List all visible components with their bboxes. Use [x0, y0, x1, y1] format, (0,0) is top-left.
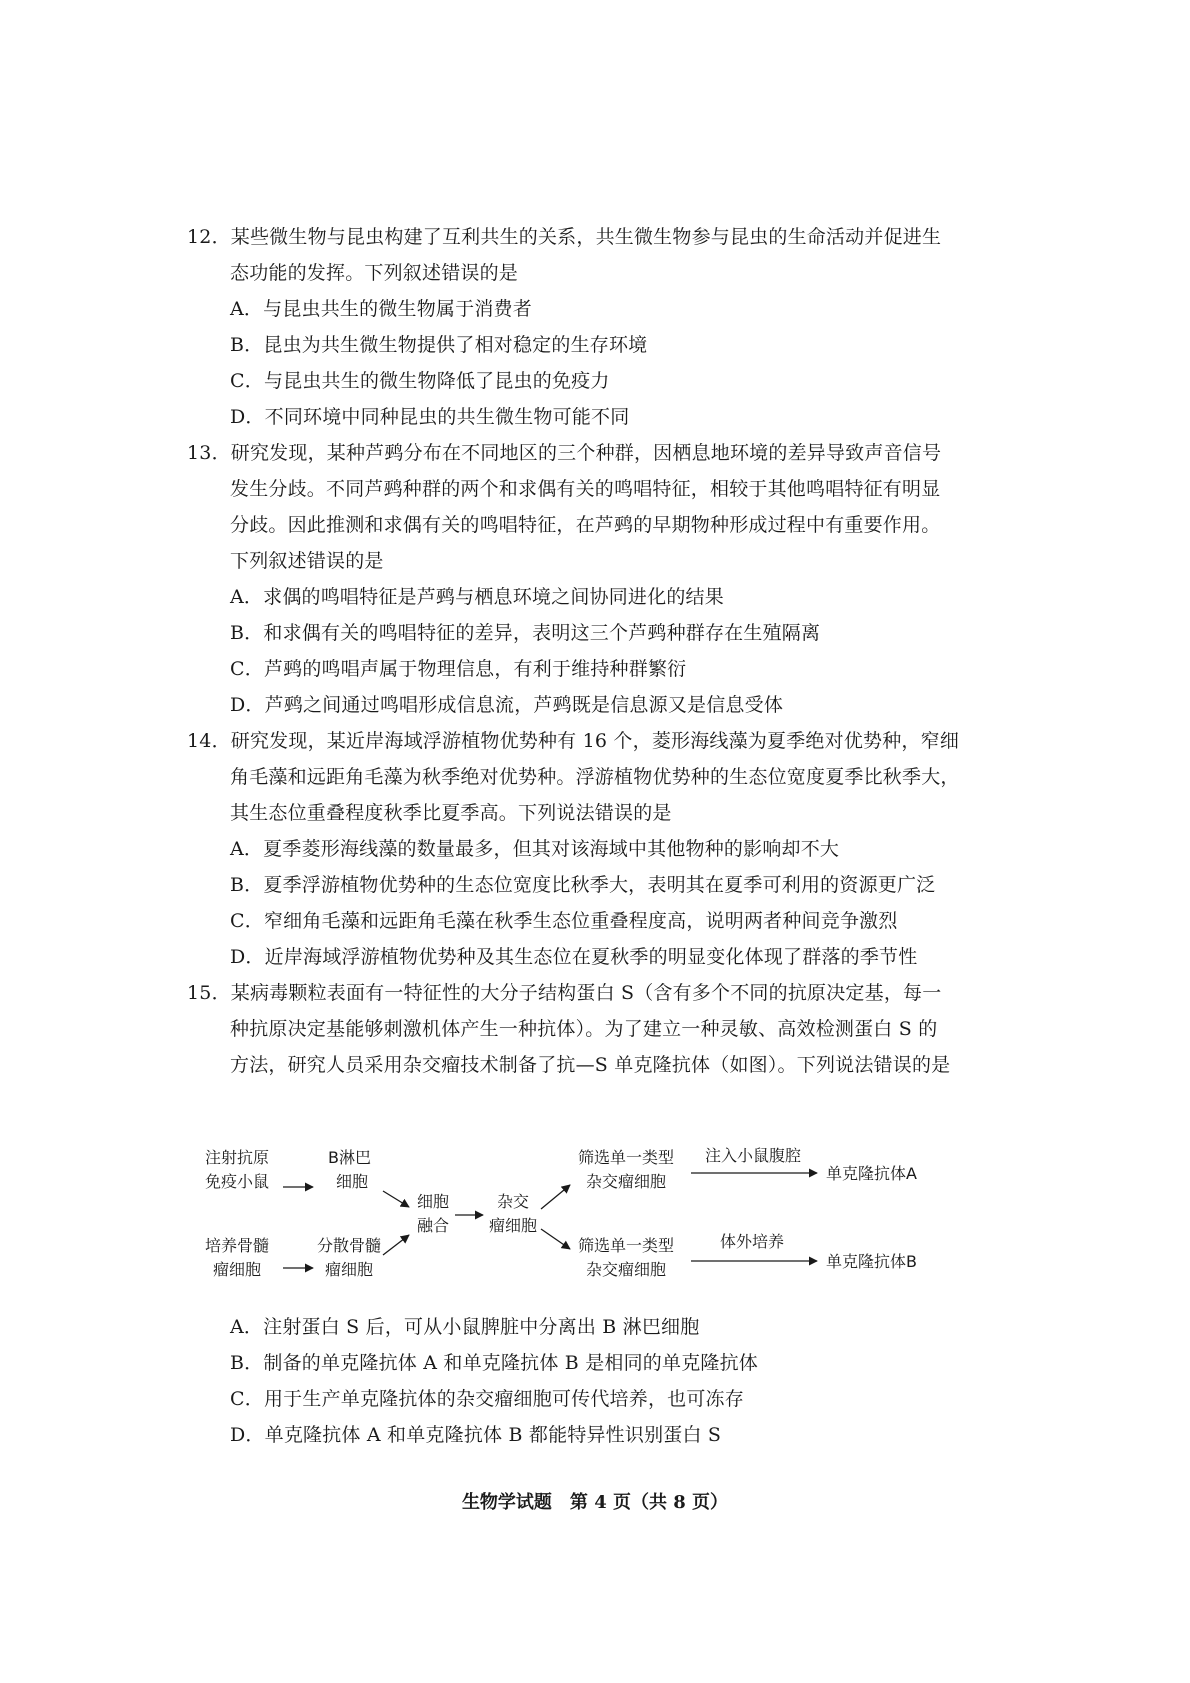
q13-option-b: B．和求偶有关的鸣唱特征的差异，表明这三个芦鹀种群存在生殖隔离: [230, 622, 821, 644]
q15-option-b: B．制备的单克隆抗体 A 和单克隆抗体 B 是相同的单克隆抗体: [230, 1352, 759, 1374]
monoclonal-antibody-b-label: 单克隆抗体B: [826, 1252, 917, 1271]
q12-option-c: C．与昆虫共生的微生物降低了昆虫的免疫力: [230, 370, 610, 392]
arrow-hybrid-to-screen-bottom: [541, 1229, 570, 1249]
b-cell-label-2: 细胞: [336, 1172, 369, 1191]
q13-stem-line-3: 分歧。因此推测和求偶有关的鸣唱特征，在芦鹀的早期物种形成过程中有重要作用。: [230, 514, 941, 536]
hybrid-label-1: 杂交: [497, 1192, 530, 1211]
q12-option-d: D．不同环境中同种昆虫的共生微生物可能不同: [230, 406, 630, 428]
q15-stem-line-2: 种抗原决定基能够刺激机体产生一种抗体）。为了建立一种灵敏、高效检测蛋白 S 的: [230, 1018, 938, 1040]
q14-option-a: A．夏季菱形海线藻的数量最多，但其对该海域中其他物种的影响却不大: [230, 838, 840, 860]
screen-top-label-2: 杂交瘤细胞: [586, 1172, 667, 1191]
screen-bottom-label-2: 杂交瘤细胞: [586, 1260, 667, 1279]
arrow-myeloma-to-fusion: [383, 1235, 409, 1255]
in-vitro-culture-label: 体外培养: [720, 1232, 785, 1251]
b-cell-label-1: B淋巴: [328, 1148, 371, 1167]
q12-option-b: B．昆虫为共生微生物提供了相对稳定的生存环境: [230, 334, 648, 356]
q15-option-a: A．注射蛋白 S 后，可从小鼠脾脏中分离出 B 淋巴细胞: [230, 1316, 700, 1338]
q13-option-d: D．芦鹀之间通过鸣唱形成信息流，芦鹀既是信息源又是信息受体: [230, 694, 784, 716]
q14-stem-line-1: 14．研究发现，某近岸海域浮游植物优势种有 16 个，菱形海线藻为夏季绝对优势种，窄细: [187, 730, 960, 752]
screen-bottom-label-1: 筛选单一类型: [578, 1236, 675, 1255]
culture-myeloma-label-2: 瘤细胞: [213, 1260, 262, 1279]
q14-option-c: C．窄细角毛藻和远距角毛藻在秋季生态位重叠程度高，说明两者种间竞争激烈: [230, 910, 898, 932]
inject-mouse-label-2: 免疫小鼠: [205, 1172, 270, 1191]
screen-top-label-1: 筛选单一类型: [578, 1148, 675, 1167]
q14-option-d: D．近岸海域浮游植物优势种及其生态位在夏秋季的明显变化体现了群落的季节性: [230, 946, 918, 968]
q15-option-d: D．单克隆抗体 A 和单克隆抗体 B 都能特异性识别蛋白 S: [230, 1424, 722, 1446]
inject-peritoneal-label: 注入小鼠腹腔: [705, 1146, 802, 1165]
q13-stem-line-1: 13．研究发现，某种芦鹀分布在不同地区的三个种群，因栖息地环境的差异导致声音信号: [187, 442, 942, 464]
q13-stem-line-2: 发生分歧。不同芦鹀种群的两个和求偶有关的鸣唱特征，相较于其他鸣唱特征有明显: [230, 478, 941, 500]
page-footer: 生物学试题 第 4 页（共 8 页）: [461, 1492, 729, 1513]
fusion-label-2: 融合: [417, 1216, 450, 1235]
hybrid-label-2: 瘤细胞: [489, 1216, 538, 1235]
arrow-hybrid-to-screen-top: [541, 1185, 570, 1209]
q15-stem-line-1: 15．某病毒颗粒表面有一特征性的大分子结构蛋白 S（含有多个不同的抗原决定基，每一: [187, 982, 942, 1004]
arrow-bcell-to-fusion: [383, 1191, 409, 1207]
q15-stem-line-3: 方法，研究人员采用杂交瘤技术制备了抗—S 单克隆抗体（如图）。下列说法错误的是: [230, 1054, 951, 1076]
disperse-myeloma-label-2: 瘤细胞: [325, 1260, 374, 1279]
q14-stem-line-2: 角毛藻和远距角毛藻为秋季绝对优势种。浮游植物优势种的生态位宽度夏季比秋季大，: [230, 766, 960, 788]
q12-stem-line-2: 态功能的发挥。下列叙述错误的是: [230, 262, 519, 284]
q12-stem-line-1: 12．某些微生物与昆虫构建了互利共生的关系，共生微生物参与昆虫的生命活动并促进生: [187, 226, 942, 248]
q14-stem-line-3: 其生态位重叠程度秋季比夏季高。下列说法错误的是: [230, 802, 672, 824]
monoclonal-antibody-flow-diagram: [205, 1143, 1025, 1293]
q14-option-b: B．夏季浮游植物优势种的生态位宽度比秋季大，表明其在夏季可利用的资源更广泛: [230, 874, 936, 896]
q13-option-a: A．求偶的鸣唱特征是芦鹀与栖息环境之间协同进化的结果: [230, 586, 724, 608]
q12-option-a: A．与昆虫共生的微生物属于消费者: [230, 298, 532, 320]
culture-myeloma-label-1: 培养骨髓: [205, 1236, 270, 1255]
fusion-label-1: 细胞: [417, 1192, 450, 1211]
disperse-myeloma-label-1: 分散骨髓: [317, 1236, 382, 1255]
q15-option-c: C．用于生产单克隆抗体的杂交瘤细胞可传代培养，也可冻存: [230, 1388, 744, 1410]
q13-stem-line-4: 下列叙述错误的是: [230, 550, 384, 572]
q13-option-c: C．芦鹀的鸣唱声属于物理信息，有利于维持种群繁衍: [230, 658, 687, 680]
monoclonal-antibody-a-label: 单克隆抗体A: [826, 1164, 917, 1183]
inject-mouse-label-1: 注射抗原: [205, 1148, 270, 1167]
